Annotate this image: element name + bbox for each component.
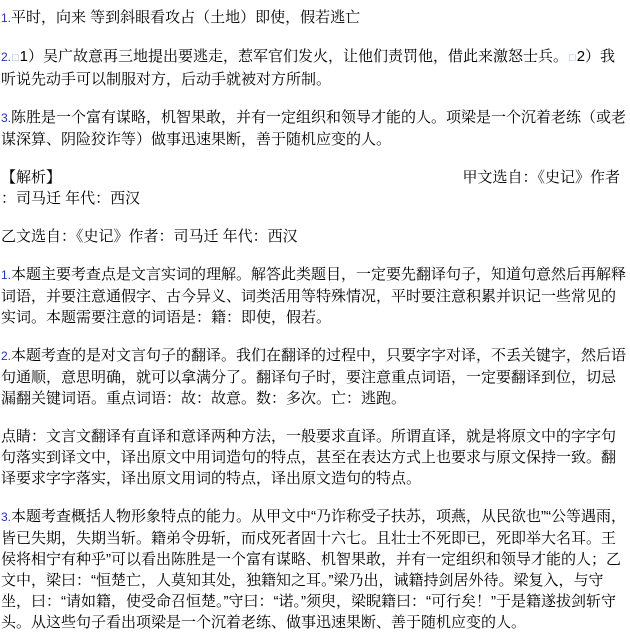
answer-2: [1, 46, 628, 90]
answer-3: [1, 107, 628, 150]
answer-2-part-2: 2）我听说先动手可以制服对方，后动手就被对方所制。: [1, 48, 616, 88]
answer-3-text: 陈胜是一个富有谋略，机智果敢，并有一定组织和领导才能的人。项梁是一个沉着老练（或老谋深算、阴险狡诈等）做事迅速果断，善于随机应变的人。: [1, 109, 627, 148]
analysis-label: 【解析】: [1, 169, 62, 186]
analysis-item-2: [1, 345, 628, 409]
analysis-item-1-text: 本题主要考查点是文言实词的理解。解答此类题目，一定要先翻译句子，知道句意然后再解释词语，并要注意通假字、古今异义、词类活用等特殊情况，平时要注意积累并识记一些常见的实词。本题需要注意的词语是：籍：即使，假若。: [1, 266, 627, 326]
analysis-header-row: [1, 167, 628, 188]
answer-1: [1, 7, 628, 29]
analysis-item-2-text: 本题考查的是对文言句子的翻译。我们在翻译的过程中，只要字字对译，不丢关键字，然后语句通顺，意思明确，就可以拿满分了。翻译句子时，要注意重点词语，一定要翻译到位，切忌漏翻关键词语。重点词语：故：故意。数：多次。亡：逃跑。: [1, 347, 627, 407]
missing-glyph-box-icon: □: [569, 52, 576, 64]
analysis-item-1: [1, 264, 628, 328]
answer-1-text: 平时，向来 等到斜眼看攻占（土地）即使，假若逃亡: [11, 9, 361, 26]
answer-2-number: 2.: [1, 50, 12, 64]
analysis-header-block: [1, 167, 628, 209]
missing-glyph-box-icon: □: [12, 52, 19, 64]
answer-1-number: 1.: [1, 11, 12, 25]
dianjing-label: 点睛：: [1, 428, 47, 445]
source-yi: 乙文选自：《史记》作者：司马迁 年代：西汉: [1, 228, 298, 245]
analysis-item-3-number: 3.: [1, 510, 12, 524]
source-jia-continuation: ：司马迁 年代：西汉: [1, 190, 141, 207]
dianjing-text: 文言文翻译有直译和意译两种方法，一般要求直译。所谓直译，就是将原文中的字字句句落实到译文中，译出原文中用词造句的特点，甚至在表达方式上也要求与原文保持一致。翻译要求字字落实，译出原文用词的特点，译出原文造句的特点。: [1, 428, 617, 487]
analysis-item-2-number: 2.: [1, 349, 12, 363]
analysis-dianjing: [1, 426, 628, 489]
answer-2-part-1: 1）吴广故意再三地提出要逃走，惹军官们发火，让他们责罚他，借此来激怒士兵。: [19, 48, 569, 65]
analysis-item-3-text: 本题考查概括人物形象特点的能力。从甲文中“乃诈称受子扶苏，项燕，从民欲也”“公等遇雨，皆已失期，失期当斩。籍弟令毋斩，而戍死者固十六七。且壮士不死即已，死即举大名耳。王侯将相宁有种乎”可以看出陈胜是一个富有谋略、机智果敢，并有一定组织和领导才能的人；乙文中，梁曰：“恒楚亡，人莫知其处，独籍知之耳。”梁乃出，诫籍持剑居外待。梁复入，与守坐，曰：“请如籍，使受命召恒楚。”守曰：“诺。”须臾，梁睨籍曰：“可行矣！”于是籍遂拔剑斩守头。从这些句子看出项梁是一个沉着老练、做事迅速果断、善于随机应变的人。: [1, 508, 627, 631]
analysis-item-1-number: 1.: [1, 268, 12, 282]
source-jia: 甲文选自：《史记》作者: [462, 169, 620, 186]
answer-3-number: 3.: [1, 111, 12, 125]
analysis-item-3: [1, 506, 628, 633]
